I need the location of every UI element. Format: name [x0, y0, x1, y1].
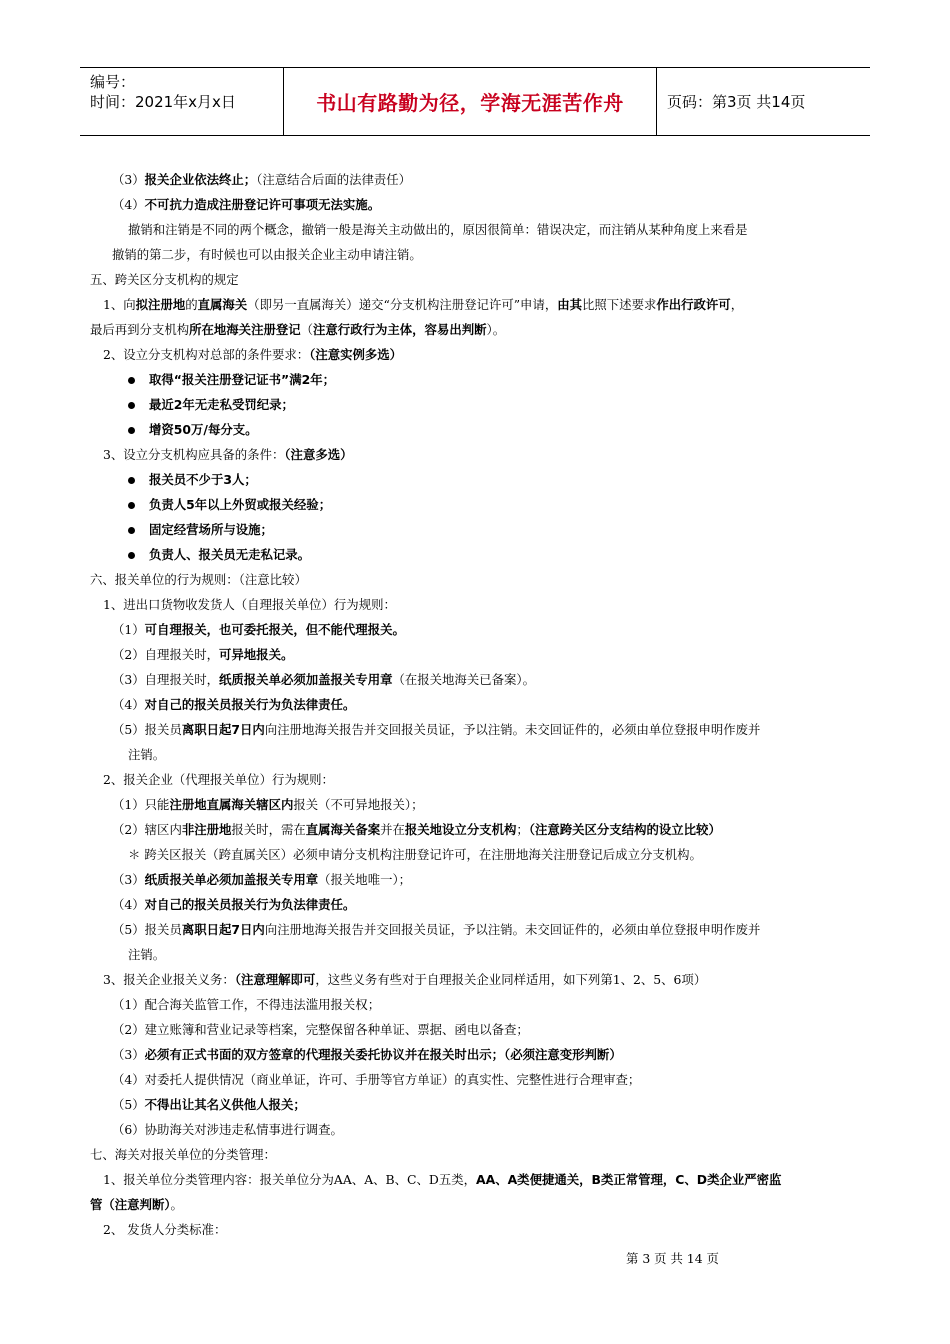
page-header	[80, 67, 870, 136]
bold-text: 拟注册地	[135, 297, 186, 312]
text-segment: （1）配合海关监管工作，不得违法滥用报关权；	[112, 997, 381, 1012]
text-line-l20	[112, 647, 293, 663]
text-segment: ＊ 跨关区报关（跨直属关区）必须申请分支机构注册登记许可，在注册地海关注册登记后成立分支机构。	[128, 847, 702, 862]
text-line-l7	[90, 322, 505, 338]
text-segment: 向注册地海关报告并交回报关员证，予以注销。未交回证件的，必须由单位登报申明作废并	[264, 922, 761, 937]
text-line-l37	[112, 1072, 640, 1088]
bold-text: 作出行政许可	[656, 297, 731, 312]
text-segment: 六、报关单位的行为规则：（注意比较）	[90, 572, 307, 587]
bold-text: （注意实例多选）	[309, 347, 403, 362]
bold-text: 纸质报关单必须加盖报关专用章	[144, 872, 319, 887]
bold-text: AA、A类便捷通关，B类正常管理，C、D类企业严密监	[476, 1172, 782, 1187]
text-line-l28	[128, 847, 702, 863]
text-segment: （注意结合后面的法律责任）	[256, 172, 412, 187]
bullet-icon	[128, 477, 135, 484]
text-segment: 最后再到分支机构	[90, 322, 190, 337]
text-segment: 3、设立分支机构应具备的条件：	[103, 447, 285, 462]
bullet-icon	[128, 502, 135, 509]
bold-text: 取得“报关注册登记证书”满2年；	[149, 372, 335, 387]
text-segment: （2）建立账簿和营业记录等档案，完整保留各种单证、票据、函电以备查；	[112, 1022, 529, 1037]
text-segment: （4）	[112, 697, 145, 712]
text-line-l18	[103, 597, 396, 613]
text-segment: （3）自理报关时，	[112, 672, 220, 687]
text-segment: 比照下述要求	[582, 297, 657, 312]
text-line-l41	[103, 1172, 781, 1188]
text-line-l27	[112, 822, 721, 838]
text-segment: 3、报关企业报关义务：	[103, 972, 235, 987]
text-line-l35	[112, 1022, 529, 1038]
bold-text: （注意理解即可	[234, 972, 316, 987]
header-page-number: 页码：第3页 共14页	[667, 93, 806, 111]
bold-text: 最近2年无走私受罚纪录；	[149, 397, 294, 412]
bold-text: 注意行政行为主体，容易出判断	[313, 322, 487, 337]
text-line-l42	[90, 1197, 183, 1213]
text-segment: （	[300, 322, 314, 337]
bold-text: 不得出让其名义供他人报关；	[144, 1097, 306, 1112]
bullet-icon	[128, 402, 135, 409]
text-line-l33	[103, 972, 706, 988]
text-segment: 的	[185, 297, 198, 312]
text-line-l10	[149, 397, 294, 413]
bold-text: 负责人5年以上外贸或报关经验；	[149, 497, 332, 512]
text-segment: ，	[730, 297, 744, 312]
bold-text: 报关员不少于3人；	[149, 472, 257, 487]
text-segment: （2）自理报关时，	[112, 647, 220, 662]
bold-text: 管（注意判断）	[90, 1197, 171, 1212]
header-number: 编号：	[90, 73, 136, 91]
text-segment: 2、设立分支机构对总部的条件要求：	[103, 347, 310, 362]
text-line-l13	[149, 472, 257, 488]
bold-text: （注意跨关区分支结构的设立比较）	[528, 822, 721, 837]
page-footer: 第 3 页 共 14 页	[626, 1251, 719, 1266]
bold-text: 负责人、报关员无走私记录。	[149, 547, 311, 562]
text-line-l30	[112, 897, 355, 913]
text-line-l38	[112, 1097, 306, 1113]
text-line-l5	[90, 272, 239, 288]
bold-text: 注册地直属海关辖区内	[169, 797, 294, 812]
text-segment: 撤销的第二步，有时候也可以由报关企业主动申请注销。	[112, 247, 422, 262]
text-line-l29	[112, 872, 411, 888]
text-line-l26	[112, 797, 423, 813]
text-line-l43	[103, 1222, 226, 1238]
text-segment: （4）	[112, 897, 145, 912]
text-line-l19	[112, 622, 405, 638]
bold-text: （注意多选）	[284, 447, 353, 462]
text-segment: （6）协助海关对涉违走私情事进行调查。	[112, 1122, 343, 1137]
text-segment: 注销。	[128, 747, 166, 762]
text-line-l1	[112, 172, 411, 188]
text-line-l34	[112, 997, 380, 1013]
text-line-l2	[112, 197, 380, 213]
text-segment: 向注册地海关报告并交回报关员证，予以注销。未交回证件的，必须由单位登报申明作废并	[264, 722, 761, 737]
text-segment: 报关（不可异地报关）；	[293, 797, 424, 812]
text-segment: （在报关地海关已备案）。	[392, 672, 535, 687]
text-segment: （1）	[112, 622, 145, 637]
text-line-l16	[149, 547, 310, 563]
text-segment: （3）	[112, 172, 145, 187]
bold-text: 由其	[557, 297, 583, 312]
text-line-l40	[90, 1147, 276, 1163]
text-line-l36	[112, 1047, 622, 1063]
text-segment: （4）	[112, 197, 145, 212]
bold-text: 必须有正式书面的双方签章的代理报关委托协议并在报关时出示；（必须注意变形判断）	[144, 1047, 622, 1062]
text-line-l31	[112, 922, 760, 938]
bullet-icon	[128, 427, 135, 434]
bullet-icon	[128, 377, 135, 384]
text-segment: ；	[516, 822, 529, 837]
text-line-l22	[112, 697, 355, 713]
text-segment: （5）	[112, 1097, 145, 1112]
text-segment: 2、 发货人分类标准：	[103, 1222, 227, 1237]
bold-text: 对自己的报关员报关行为负法律责任。	[144, 697, 356, 712]
bold-text: 不可抗力造成注册登记许可事项无法实施。	[144, 197, 381, 212]
text-segment: （5）报关员	[112, 722, 182, 737]
text-segment: 撤销和注销是不同的两个概念，撤销一般是海关主动做出的，原因很简单：错误决定，而注销从某种角度上来看是	[128, 222, 748, 237]
text-segment: 1、报关单位分类管理内容：报关单位分为AA、A、B、C、D五类，	[103, 1172, 477, 1187]
text-line-l17	[90, 572, 307, 588]
text-line-l9	[149, 372, 335, 388]
bullet-icon	[128, 527, 135, 534]
text-segment: 2、报关企业（代理报关单位）行为规则：	[103, 772, 334, 787]
text-line-l21	[112, 672, 535, 688]
text-segment: （即另一直属海关）递交“分支机构注册登记许可”申请，	[247, 297, 558, 312]
text-line-l6	[103, 297, 743, 313]
bold-text: 所在地海关注册登记	[189, 322, 301, 337]
text-segment: （2）辖区内	[112, 822, 182, 837]
text-line-l39	[112, 1122, 343, 1138]
text-segment: 注销。	[128, 947, 166, 962]
header-meta	[80, 68, 283, 135]
text-segment: 五、跨关区分支机构的规定	[90, 272, 239, 287]
text-line-l15	[149, 522, 273, 538]
text-line-l32	[128, 947, 165, 963]
bold-text: 对自己的报关员报关行为负法律责任。	[144, 897, 356, 912]
header-motto: 书山有路勤为径，学海无涯苦作舟	[316, 91, 624, 115]
text-line-l14	[149, 497, 331, 513]
text-line-l4	[112, 247, 422, 263]
bold-text: 可自理报关，也可委托报关，但不能代理报关。	[144, 622, 405, 637]
bold-text: 离职日起7日内	[181, 922, 265, 937]
header-date: 时间：2021年x月x日	[90, 93, 236, 111]
text-line-l8	[103, 347, 402, 363]
bold-text: 增资50万/每分支。	[149, 422, 258, 437]
text-segment: （4）对委托人提供情况（商业单证，许可、手册等官方单证）的真实性、完整性进行合理审查；	[112, 1072, 641, 1087]
bold-text: 直属海关	[197, 297, 248, 312]
bullet-icon	[128, 552, 135, 559]
text-segment: 七、海关对报关单位的分类管理：	[90, 1147, 276, 1162]
bold-text: 直属海关备案	[305, 822, 381, 837]
bold-text: 非注册地	[181, 822, 232, 837]
text-segment: （5）报关员	[112, 922, 182, 937]
text-line-l24	[128, 747, 165, 763]
text-segment: 1、向	[103, 297, 136, 312]
text-segment: （3）	[112, 872, 145, 887]
text-line-l11	[149, 422, 258, 438]
bold-text: 纸质报关单必须加盖报关专用章	[219, 672, 393, 687]
bold-text: 可异地报关。	[219, 647, 294, 662]
text-segment: （报关地唯一）；	[318, 872, 412, 887]
text-line-l3	[128, 222, 748, 238]
text-segment: ）。	[486, 322, 506, 337]
text-line-l25	[103, 772, 334, 788]
text-segment: （1）只能	[112, 797, 170, 812]
text-segment: （3）	[112, 1047, 145, 1062]
text-segment: 。	[170, 1197, 183, 1212]
text-segment: 报关时，需在	[231, 822, 306, 837]
header-motto-cell	[283, 68, 657, 135]
bold-text: 离职日起7日内	[181, 722, 265, 737]
text-segment: ，这些义务有些对于自理报关企业同样适用，如下列第1、2、5、6项）	[315, 972, 707, 987]
bold-text: 报关企业依法终止；	[144, 172, 257, 187]
text-line-l12	[103, 447, 353, 463]
text-line-l23	[112, 722, 760, 738]
bold-text: 固定经营场所与设施；	[149, 522, 273, 537]
text-segment: 并在	[380, 822, 405, 837]
text-segment: 1、进出口货物收发货人（自理报关单位）行为规则：	[103, 597, 396, 612]
bold-text: 报关地设立分支机构	[404, 822, 517, 837]
